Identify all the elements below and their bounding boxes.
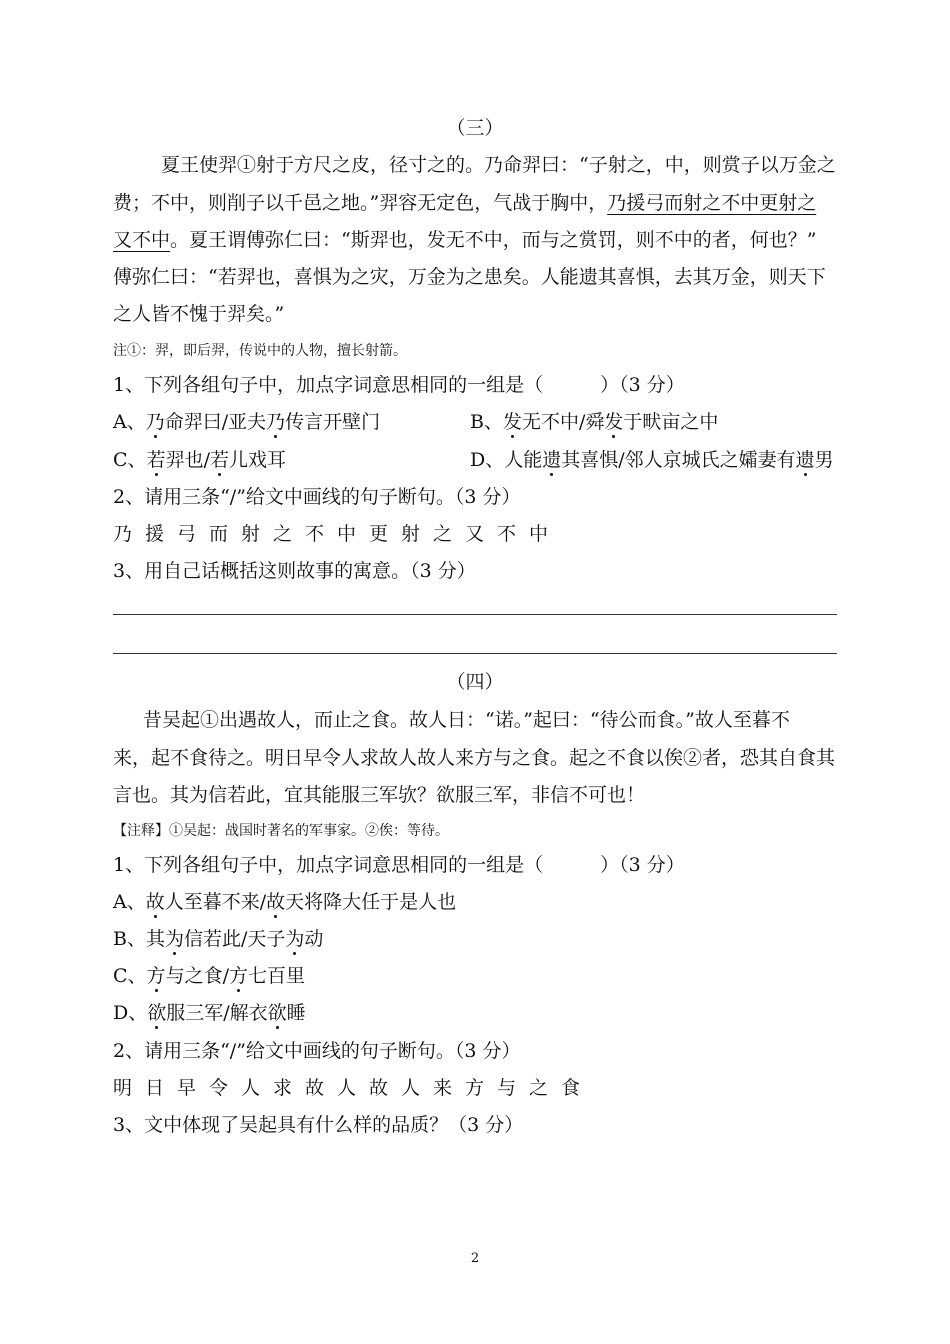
section3-passage-line2 [113, 188, 816, 215]
dot-char: 欲 [147, 1002, 167, 1024]
section3-option-a: A、乃命羿曰/亚夫乃传言开壁门 [113, 411, 381, 433]
dot-char: 遗 [542, 449, 562, 471]
dot-char: 乃 [145, 411, 165, 433]
section3-underlined-sentence-part1: 乃援弓而射之不中更射之 [607, 192, 817, 214]
dot-char: 发 [502, 411, 522, 433]
section3-option-c: C、若羿也/若儿戏耳 [113, 449, 286, 471]
section3-option-b: B、发无不中/舜发于畎亩之中 [470, 411, 719, 433]
dot-char: 遗 [795, 449, 815, 471]
section3-underlined-sentence-part2: 又不中 [113, 229, 171, 251]
page-number: 2 [470, 1251, 480, 1266]
dot-char: 发 [604, 411, 624, 433]
section3-question3: 3、用自己话概括这则故事的寓意。（3 分） [113, 560, 476, 582]
section3-option-d: D、人能遗其喜惧/邻人京城氏之孀妻有遗男 [470, 449, 834, 471]
section4-question2: 2、请用三条“/”给文中画线的句子断句。（3 分） [113, 1040, 521, 1062]
section3-question2: 2、请用三条“/”给文中画线的句子断句。（3 分） [113, 486, 521, 508]
section3-passage-line4: 傅弥仁曰：“若羿也，喜惧为之灾，万金为之患矣。人能遗其喜惧，去其万金，则天下 [113, 266, 826, 288]
section4-passage-line1: 昔吴起①出遇故人，而止之食。故人日：“诺。”起曰：“待公而食。”故人至暮不 [143, 709, 790, 731]
section4-passage-line2: 来，起不食待之。明日早令人求故人故人来方与之食。起之不食以俟②者，恐其自食其 [113, 747, 836, 769]
section3-passage-line3 [113, 225, 816, 252]
section3-passage-line3-text: 。夏王谓傅弥仁曰：“斯羿也，发无不中，而与之赏罚，则不中的者，何也？” [170, 229, 817, 251]
section4-title: （四） [446, 671, 504, 693]
answer-line[interactable] [113, 614, 837, 615]
section3-title: （三） [446, 117, 504, 139]
dot-char: 乃 [266, 411, 286, 433]
dot-char: 若 [209, 449, 229, 471]
dot-char: 故 [266, 891, 286, 913]
section3-note: 注①：羿，即后羿，传说中的人物，擅长射箭。 [113, 343, 407, 359]
section4-option-a: A、故人至暮不来/故天将降大任于是人也 [113, 891, 457, 913]
answer-line[interactable] [113, 653, 837, 654]
section4-question1: 1、下列各组句子中，加点字词意思相同的一组是（ ）（3 分） [113, 854, 685, 876]
section3-question1: 1、下列各组句子中，加点字词意思相同的一组是（ ）（3 分） [113, 374, 685, 396]
section4-option-d: D、欲服三军/解衣欲睡 [113, 1002, 306, 1024]
dot-char: 为 [164, 928, 184, 950]
section3-question2-sentence: 乃援弓而射之不中更射之又不中 [113, 523, 562, 545]
section4-option-c: C、方与之食/方七百里 [113, 965, 305, 987]
dot-char: 故 [145, 891, 165, 913]
dot-char: 方 [228, 965, 248, 987]
dot-char: 若 [146, 449, 166, 471]
section3-passage-line1: 夏王使羿①射于方尺之皮，径寸之的。乃命羿曰：“子射之，中，则赏子以万金之 [161, 154, 836, 176]
section4-question2-sentence: 明日早令人求故人故人来方与之食 [113, 1077, 594, 1099]
section4-question3: 3、文中体现了吴起具有什么样的品质？（3 分） [113, 1114, 524, 1136]
section4-note: 【注释】①吴起：战国时著名的军事家。②俟：等待。 [113, 823, 449, 839]
section4-passage-line3: 言也。其为信若此，宜其能服三军欤？欲服三军，非信不可也！ [113, 784, 646, 806]
dot-char: 为 [285, 928, 305, 950]
section3-passage-line2-text: 费；不中，则削子以千邑之地。”羿容无定色，气战于胸中， [113, 192, 608, 214]
dot-char: 方 [146, 965, 166, 987]
section4-option-b: B、其为信若此/天子为动 [113, 928, 324, 950]
dot-char: 欲 [267, 1002, 287, 1024]
section3-passage-line5: 之人皆不愧于羿矣。” [113, 303, 285, 325]
